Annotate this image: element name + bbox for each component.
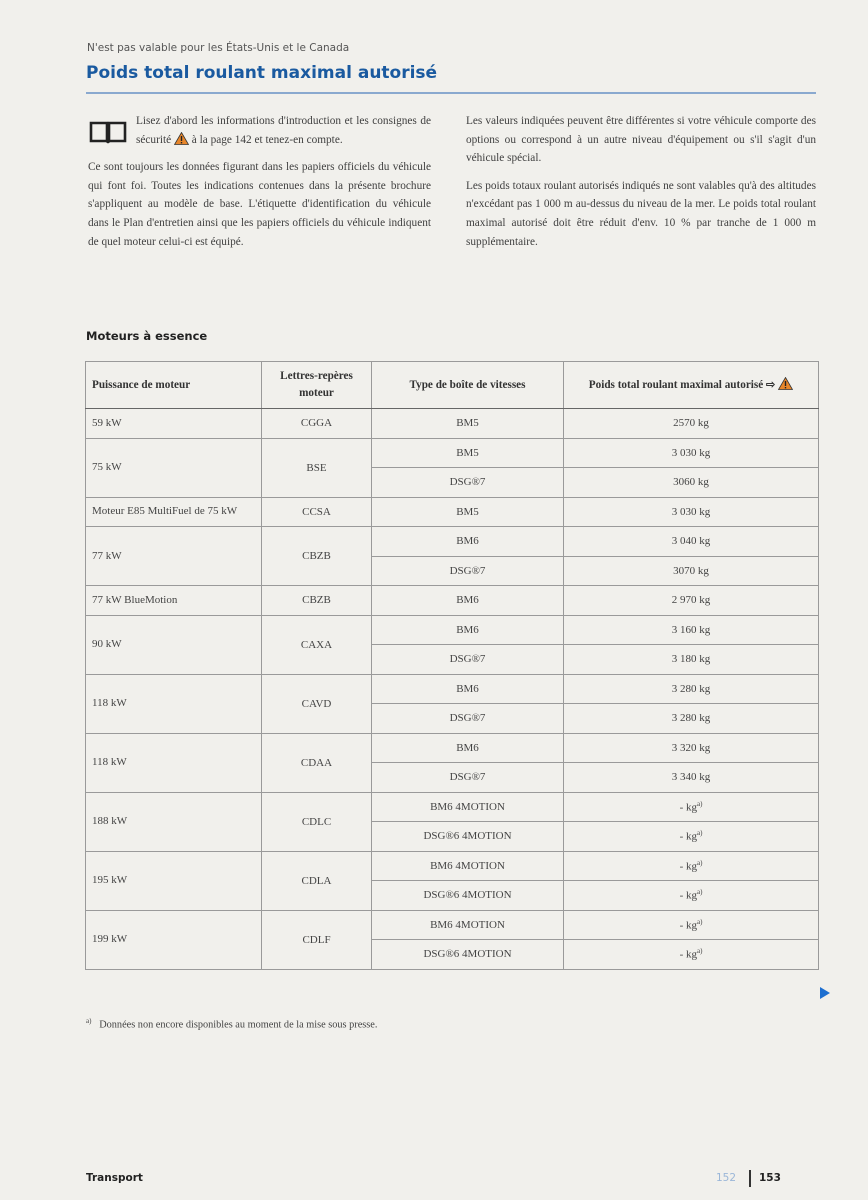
cell-gearbox: BM5 (372, 409, 564, 439)
header-weight-label: Poids total roulant maximal autorisé ⇨ (588, 378, 776, 391)
page-number-previous: 152 (716, 1172, 737, 1184)
cell-weight (564, 674, 819, 704)
cell-engine-code: CDLC (262, 792, 372, 851)
cell-gearbox: BM5 (372, 497, 564, 527)
cell-power: 188 kW (86, 792, 262, 851)
cell-weight (564, 733, 819, 763)
cell-engine-code: CDAA (262, 733, 372, 792)
footnote-ref: a) (696, 947, 703, 956)
table-row (86, 792, 819, 822)
page-title: Poids total roulant maximal autorisé (86, 63, 438, 83)
weight-value: 3 280 kg (671, 682, 711, 695)
cell-weight (564, 586, 819, 616)
title-divider (86, 92, 816, 94)
intro-paragraph-4: Les poids totaux roulant autorisés indiqués ne sont valables qu'à des altitudes n'excédant pas 1 000 m au-dessus du niveau de la mer. Le poids total roulant maximal autorisé doit être réduit d'env. 10 % par tranche de 1 000 m supplémentaire. (466, 179, 816, 248)
cell-gearbox: BM6 (372, 527, 564, 557)
cell-gearbox: DSG®7 (372, 645, 564, 675)
cell-power: 90 kW (86, 615, 262, 674)
intro-left-column (88, 112, 431, 260)
table-row (86, 438, 819, 468)
cell-engine-code: CBZB (262, 586, 372, 616)
weight-value: 3060 kg (673, 476, 709, 489)
cell-power: 195 kW (86, 851, 262, 910)
cell-engine-code: CCSA (262, 497, 372, 527)
weight-value: 3 160 kg (671, 623, 711, 636)
cell-power: 199 kW (86, 910, 262, 969)
cell-gearbox: DSG®7 (372, 704, 564, 734)
next-page-arrow-icon[interactable] (820, 987, 830, 999)
cell-gearbox: BM6 4MOTION (372, 792, 564, 822)
weight-value: 3 040 kg (671, 535, 711, 548)
cell-weight (564, 527, 819, 557)
weight-value: 3 180 kg (671, 653, 711, 666)
cell-weight (564, 881, 819, 911)
cell-engine-code: BSE (262, 438, 372, 497)
footnote-text: Données non encore disponibles au moment de la mise sous presse. (99, 1019, 378, 1031)
cell-gearbox: BM6 (372, 586, 564, 616)
cell-weight (564, 645, 819, 675)
cell-engine-code: CGGA (262, 409, 372, 439)
table-body (86, 409, 819, 970)
cell-weight (564, 497, 819, 527)
cell-engine-code: CDLA (262, 851, 372, 910)
header-gearbox: Type de boîte de vitesses (372, 362, 564, 409)
footer-section-label: Transport (86, 1172, 143, 1184)
table-row (86, 497, 819, 527)
cell-engine-code: CDLF (262, 910, 372, 969)
table-row (86, 586, 819, 616)
cell-weight (564, 792, 819, 822)
cell-gearbox: DSG®7 (372, 556, 564, 586)
cell-engine-code: CAXA (262, 615, 372, 674)
header-letters: Lettres-repères moteur (262, 362, 372, 409)
weight-value: 3 320 kg (671, 741, 711, 754)
weight-value: - kg (679, 890, 697, 903)
weight-value: - kg (679, 860, 697, 873)
table-row (86, 910, 819, 940)
header-notice: N'est pas valable pour les États-Unis et le Canada (87, 42, 350, 54)
intro-paragraph-1 (88, 112, 431, 149)
page-number-current: 153 (759, 1172, 781, 1184)
weight-value: 2570 kg (673, 417, 709, 430)
footnote-ref: a) (696, 858, 703, 867)
page-number-divider (749, 1170, 751, 1187)
cell-power: 59 kW (86, 409, 262, 439)
cell-engine-code: CAVD (262, 674, 372, 733)
cell-weight (564, 468, 819, 498)
intro-paragraph-2: Ce sont toujours les données figurant dans les papiers officiels du véhicule qui font foi. Toutes les indications contenues dans la présente brochure s'appliquent au modèle de base. L'étiquette d'identification du véhicule dans le Plan d'entretien ainsi que les papiers officiels du véhicule indiquent de quel moteur celui-ci est équipé. (88, 161, 431, 248)
table-row (86, 615, 819, 645)
weight-value: 3 030 kg (671, 446, 711, 459)
cell-gearbox: DSG®7 (372, 763, 564, 793)
table-row (86, 733, 819, 763)
cell-gearbox: BM6 4MOTION (372, 910, 564, 940)
table-row (86, 527, 819, 557)
cell-weight (564, 409, 819, 439)
header-weight (564, 362, 819, 409)
cell-gearbox: BM6 (372, 615, 564, 645)
intro-text-1-end: à la page 142 et tenez-en compte. (191, 133, 343, 146)
weight-value: - kg (679, 919, 697, 932)
cell-gearbox: DSG®6 4MOTION (372, 940, 564, 970)
cell-weight (564, 556, 819, 586)
table-row (86, 409, 819, 439)
weight-value: - kg (679, 949, 697, 962)
cell-power: 118 kW (86, 733, 262, 792)
warning-triangle-icon (174, 132, 189, 145)
cell-gearbox: BM6 (372, 674, 564, 704)
cell-gearbox: BM6 4MOTION (372, 851, 564, 881)
cell-power: 75 kW (86, 438, 262, 497)
intro-text-1: Lisez d'abord les informations d'introduction et les consignes de sécurité (136, 115, 431, 146)
cell-gearbox: DSG®6 4MOTION (372, 881, 564, 911)
cell-weight (564, 763, 819, 793)
weight-value: 2 970 kg (671, 594, 711, 607)
weight-value: - kg (679, 831, 697, 844)
section-heading: Moteurs à essence (86, 329, 208, 343)
cell-gearbox: BM6 (372, 733, 564, 763)
footnote-marker: a) (86, 1017, 92, 1025)
cell-weight (564, 851, 819, 881)
footnote (86, 1017, 377, 1030)
cell-power: 77 kW (86, 527, 262, 586)
table-row (86, 674, 819, 704)
warning-triangle-icon (778, 377, 793, 390)
weight-value: - kg (679, 801, 697, 814)
header-power: Puissance de moteur (86, 362, 262, 409)
cell-engine-code: CBZB (262, 527, 372, 586)
cell-weight (564, 822, 819, 852)
footnote-ref: a) (696, 799, 703, 808)
table-row (86, 851, 819, 881)
cell-gearbox: DSG®6 4MOTION (372, 822, 564, 852)
cell-gearbox: BM5 (372, 438, 564, 468)
cell-weight (564, 910, 819, 940)
cell-gearbox: DSG®7 (372, 468, 564, 498)
weight-value: 3070 kg (673, 564, 709, 577)
weight-value: 3 030 kg (671, 505, 711, 518)
cell-weight (564, 438, 819, 468)
engine-weight-table (85, 361, 819, 970)
intro-paragraph-3: Les valeurs indiquées peuvent être différentes si votre véhicule comporte des options ou correspond à un autre niveau d'équipement ou s'il s'agit d'un véhicule spécial. (466, 115, 816, 165)
intro-right-column (466, 112, 816, 260)
cell-power: 118 kW (86, 674, 262, 733)
table-header-row (86, 362, 819, 409)
footnote-ref: a) (696, 829, 703, 838)
weight-value: 3 280 kg (671, 712, 711, 725)
cell-weight (564, 940, 819, 970)
weight-value: 3 340 kg (671, 771, 711, 784)
book-icon (88, 115, 128, 145)
footnote-ref: a) (696, 917, 703, 926)
cell-weight (564, 615, 819, 645)
footnote-ref: a) (696, 888, 703, 897)
cell-weight (564, 704, 819, 734)
cell-power: 77 kW BlueMotion (86, 586, 262, 616)
cell-power: Moteur E85 MultiFuel de 75 kW (86, 497, 262, 527)
